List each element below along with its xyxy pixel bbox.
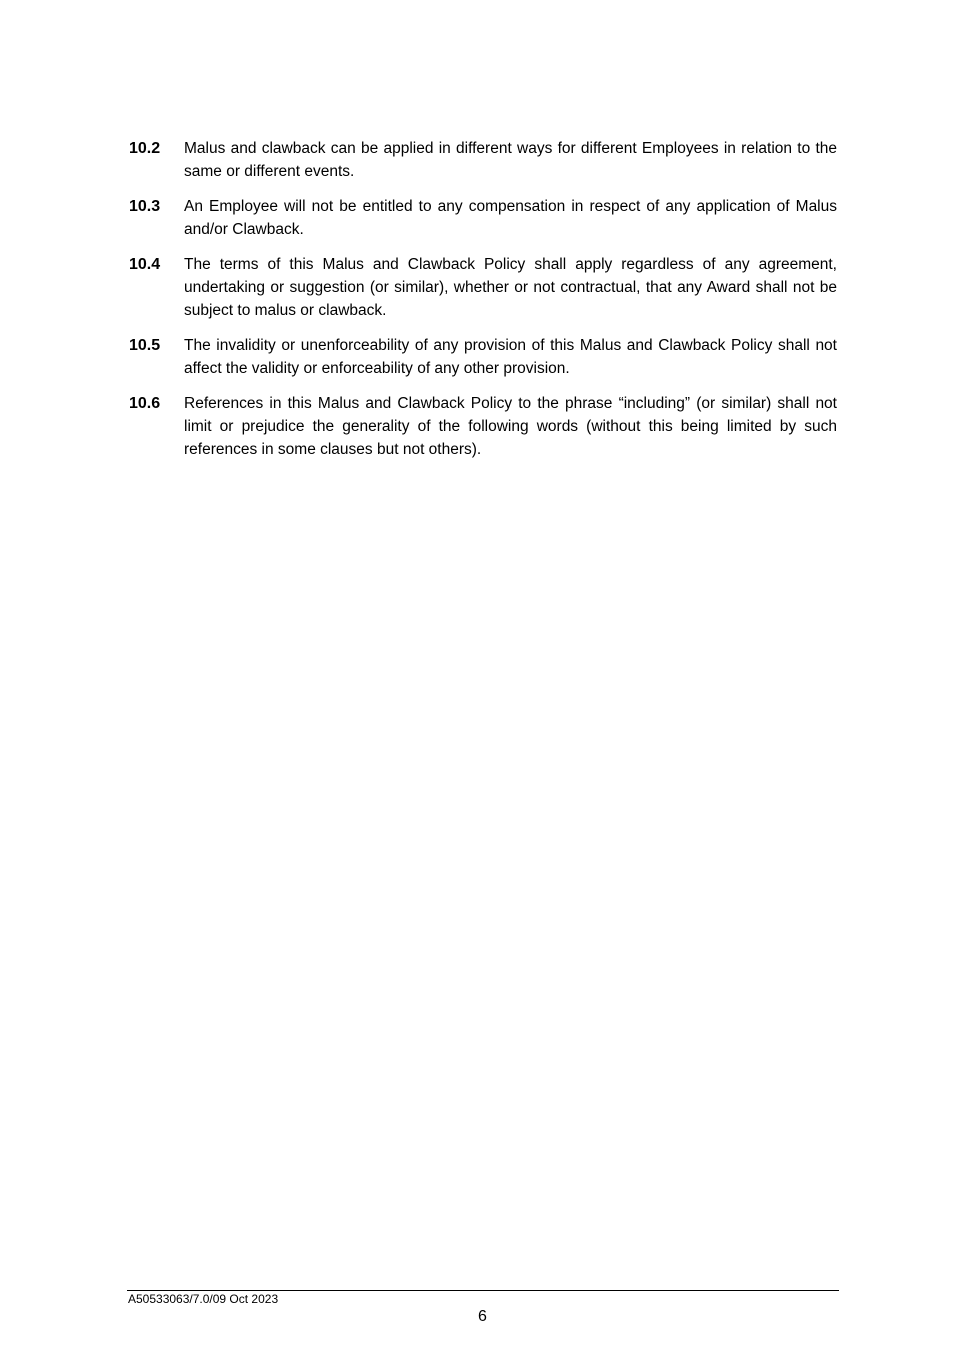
clause-text: An Employee will not be entitled to any compensation in respect of any application of Malus and/or Clawback. (184, 198, 837, 238)
clause-text: References in this Malus and Clawback Policy to the phrase “including” (or similar) shall not limit or prejudice the generality of the following words (without this being limited by such references in some clauses but not others). (184, 395, 837, 458)
footer-divider (127, 1290, 839, 1291)
footer-document-reference: A50533063/7.0/09 Oct 2023 (128, 1292, 279, 1306)
clause-number: 10.3 (129, 198, 161, 215)
clause-10-6 (129, 392, 837, 461)
page-number: 6 (478, 1308, 487, 1325)
clause-10-4 (129, 253, 837, 322)
clause-10-2 (129, 137, 837, 183)
clause-number: 10.6 (129, 395, 161, 412)
clause-text: Malus and clawback can be applied in different ways for different Employees in relation to the same or different events. (184, 140, 837, 180)
clause-list (129, 137, 837, 473)
clause-number: 10.5 (129, 337, 161, 354)
clause-number: 10.2 (129, 140, 161, 157)
clause-text: The invalidity or unenforceability of any provision of this Malus and Clawback Policy shall not affect the validity or enforceability of any other provision. (184, 337, 837, 377)
clause-text: The terms of this Malus and Clawback Policy shall apply regardless of any agreement, undertaking or suggestion (or similar), whether or not contractual, that any Award shall not be subject to malus or clawback. (184, 256, 837, 319)
clause-10-3 (129, 195, 837, 241)
clause-10-5 (129, 334, 837, 380)
clause-number: 10.4 (129, 256, 161, 273)
